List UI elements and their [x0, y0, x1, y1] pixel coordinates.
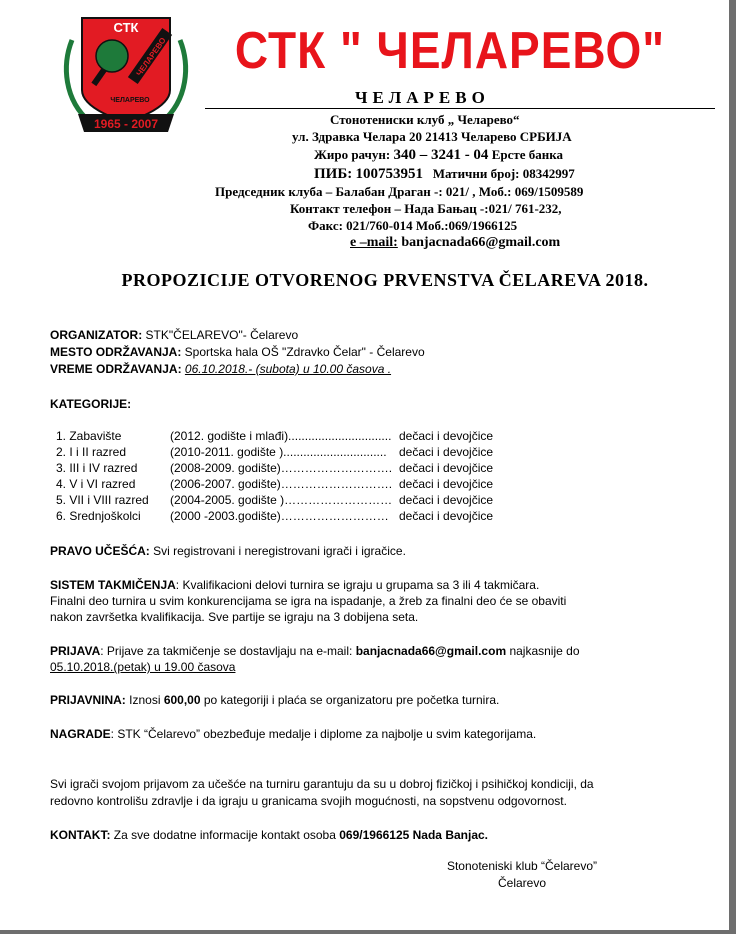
signature-club: Stonoteniski klub “Čelarevo”: [446, 859, 598, 873]
entry-after: najkasnije do: [506, 644, 580, 658]
contact-line: [50, 827, 488, 843]
category-name: 4. V i VI razred: [56, 477, 136, 491]
system-line-2: Finalni deo turnira u svim konkurencijama se igra na ispadanje, a žreb za finalni deo će se obaviti: [50, 594, 567, 608]
contact-label: KONTAKT:: [50, 828, 111, 842]
fee-line: [50, 692, 499, 708]
town-heading: ЧЕЛАРЕВО: [355, 88, 490, 107]
note-line-1: Svi igrači svojom prijavom za učešće na turniru garantuju da su u dobroj fizičkoj i psihičkoj kondiciji, da: [50, 777, 594, 791]
contact-text: Za sve dodatne informacije kontakt osoba: [110, 828, 340, 842]
logo-text-town: ЧЕЛАРЕВО: [110, 97, 150, 104]
contact-person: 069/1966125 Nada Banjac.: [339, 828, 489, 842]
organizer-value: STK"ČELAREVO"- Čelarevo: [142, 328, 299, 342]
document-title: PROPOZICIJE OTVORENOG PRVENSTVA ČELAREVA 2018.: [121, 270, 649, 290]
page-border-right: [729, 0, 736, 934]
email-label: e –mail:: [350, 235, 398, 250]
category-gender: dečaci i devojčice: [399, 509, 494, 523]
fee-text: Iznosi: [125, 693, 164, 707]
system-text: : Kvalifikacioni delovi turnira se igraju u grupama sa 3 ili 4 takmičara.: [175, 578, 540, 592]
email-link[interactable]: banjacnada66@gmail.com: [401, 235, 561, 250]
category-years: (2010-2011. godište )...............................: [170, 445, 387, 459]
fee-label: PRIJAVNINA:: [50, 693, 126, 707]
awards-label: NAGRADE: [50, 727, 111, 741]
fee-amount: 600,00: [163, 693, 201, 707]
logo-text-diagonal: ЧЕЛАРЕВО: [134, 35, 168, 78]
club-title: СТК " ЧЕЛАРЕВО": [234, 20, 666, 80]
header-line-address: ул. Здравка Челара 20 21413 Челарево СРБИЈА: [292, 129, 572, 144]
participation-line: [50, 543, 406, 559]
signature-town: Čelarevo: [497, 876, 547, 890]
entry-deadline: [50, 659, 235, 675]
category-gender: dečaci i devojčice: [399, 461, 494, 475]
category-years: (2000 -2003.godište)………………………: [170, 509, 389, 523]
header-line-fax: Факс: 021/760-014 Моб.:069/1966125: [308, 218, 518, 233]
time-label: VREME ODRŽAVANJA:: [50, 362, 182, 376]
header-line-pib: [314, 166, 575, 182]
category-gender: dečaci i devojčice: [399, 445, 494, 459]
place-line: [50, 344, 425, 360]
place-label: MESTO ODRŽAVANJA:: [50, 345, 182, 359]
organizer-label: ORGANIZATOR:: [50, 328, 143, 342]
entry-text: : Prijave za takmičenje se dostavljaju na e-mail:: [100, 644, 356, 658]
logo-text-top: СТК: [113, 20, 139, 35]
awards-line: [50, 726, 536, 742]
fee-text-2: po kategoriji i plaća se organizatoru pre početka turnira.: [200, 693, 500, 707]
pib-label: ПИБ:: [314, 166, 353, 182]
entry-line: [50, 643, 580, 659]
category-gender: dečaci i devojčice: [399, 493, 494, 507]
place-value: Sportska hala OŠ "Zdravko Čelar" - Čelarevo: [181, 345, 425, 359]
header-line-club: Стонотениски клуб „ Челарево“: [330, 112, 520, 127]
participation-label: PRAVO UČEŠĆA:: [50, 544, 150, 558]
category-years: (2006-2007. godište)……………………….: [170, 477, 393, 491]
header-line-account: [314, 147, 563, 163]
category-years: (2004-2005. godište )………………………: [170, 493, 393, 507]
pib-value: 100753951: [355, 166, 423, 182]
organizer-line: [50, 327, 298, 343]
club-logo: [60, 10, 192, 138]
system-label: SISTEM TAKMIČENJA: [50, 578, 176, 592]
note-line-2: redovno kontrolišu zdravlje i da igraju u granicama svojih mogućnosti, na sopstvenu odgovornost.: [50, 794, 567, 808]
category-name: 1. Zabavište: [56, 429, 122, 443]
registration-number: Матични број: 08342997: [432, 166, 575, 181]
header-line-contact-phone: Контакт телефон – Нада Бањац -:021/ 761-232,: [290, 201, 562, 216]
header-divider: [205, 108, 715, 109]
entry-email-link[interactable]: banjacnada66@gmail.com: [355, 644, 507, 658]
logo-years: 1965 - 2007: [93, 117, 159, 131]
system-line-3: nakon završetka kvalifikacija. Sve partije se igraju na 3 dobijena seta.: [50, 610, 419, 624]
time-value: 06.10.2018.- (subota) u 10.00 časova .: [184, 362, 392, 376]
category-name: 2. I i II razred: [56, 445, 127, 459]
participation-value: Svi registrovani i neregistrovani igrači i igračice.: [149, 544, 406, 558]
category-years: (2008-2009. godište)……………………….: [170, 461, 393, 475]
page-border-bottom: [0, 930, 736, 934]
category-gender: dečaci i devojčice: [399, 429, 494, 443]
category-name: 5. VII i VIII razred: [56, 493, 149, 507]
categories-heading: KATEGORIJE:: [50, 397, 132, 411]
header-line-president: Председник клуба – Балабан Драган -: 021/ , Моб.: 069/1509589: [215, 184, 584, 199]
category-years: (2012. godište i mlađi)...............................: [170, 429, 392, 443]
account-label: Жиро рачун:: [314, 147, 391, 162]
category-name: 3. III i IV razred: [56, 461, 138, 475]
entry-deadline-value: 05.10.2018.(petak) u 19.00 časova: [50, 660, 236, 674]
account-number: 340 – 3241 - 04: [393, 147, 489, 163]
system-line-1: [50, 577, 539, 593]
header-line-email: [350, 235, 560, 251]
category-name: 6. Srednjoškolci: [56, 509, 141, 523]
bank-name: Ерсте банка: [491, 147, 564, 162]
awards-value: : STK “Čelarevo” obezbeđuje medalje i diplome za najbolje u svim kategorijama.: [110, 727, 537, 741]
category-gender: dečaci i devojčice: [399, 477, 494, 491]
time-line: [50, 361, 391, 377]
entry-label: PRIJAVA: [50, 644, 101, 658]
